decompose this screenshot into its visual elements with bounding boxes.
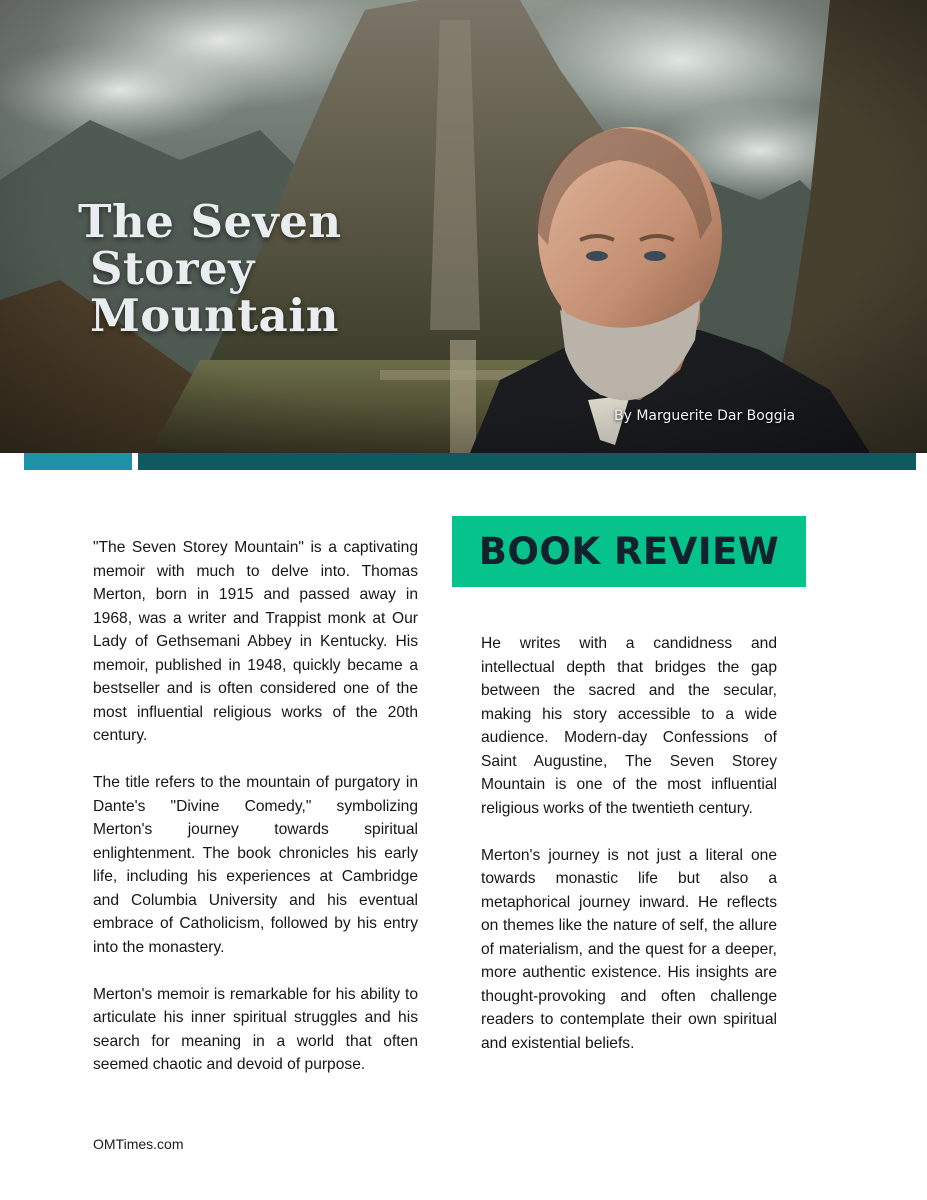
book-review-badge: [452, 516, 806, 587]
title-line-1: The Seven: [78, 195, 342, 248]
accent-bar-long: [138, 453, 916, 470]
paragraph: The title refers to the mountain of purgatory in Dante's "Divine Comedy," symbolizing Merton's journey towards spiritual enlightenment. The book chronicles his early life, including his experiences at Cambridge and Columbia University and his eventual embrace of Catholicism, followed by his entry into the monastery.: [93, 774, 418, 956]
paragraph: Merton's memoir is remarkable for his ability to articulate his inner spiritual struggles and his search for meaning in a world that often seemed chaotic and devoid of purpose.: [93, 985, 418, 1073]
article-title: [78, 195, 378, 342]
right-text-column: [481, 632, 777, 1079]
paragraph: Merton's journey is not just a literal one towards monastic life but also a metaphorical journey inward. He reflects on themes like the nature of self, the allure of materialism, and the quest for a deeper, more authentic existence. His insights are thought-provoking and often challenge readers to contemplate their own spiritual and existential beliefs.: [481, 846, 777, 1052]
hero-image: [0, 0, 927, 453]
accent-bar-short: [24, 453, 132, 470]
title-line-3: Mountain: [90, 289, 340, 342]
section-label: BOOK REVIEW: [478, 530, 780, 573]
author-byline: By Marguerite Dar Boggia: [614, 408, 796, 424]
left-text-column: [93, 536, 418, 1100]
paragraph: "The Seven Storey Mountain" is a captivating memoir with much to delve into. Thomas Merton, born in 1915 and passed away in 1968, was a writer and Trappist monk at Our Lady of Gethsemani Abbey in Kentucky. His memoir, published in 1948, quickly became a bestseller and is often considered one of the most influential religious works of the 20th century.: [93, 539, 418, 744]
paragraph: He writes with a candidness and intellectual depth that bridges the gap between the sacred and the secular, making his story accessible to a wide audience. Modern-day Confessions of Saint Augustine, The Seven Storey Mountain is one of the most influential religious works of the twentieth century.: [481, 635, 777, 817]
footer-site-name: OMTimes.com: [93, 1136, 184, 1152]
title-line-2: Storey: [90, 242, 255, 295]
